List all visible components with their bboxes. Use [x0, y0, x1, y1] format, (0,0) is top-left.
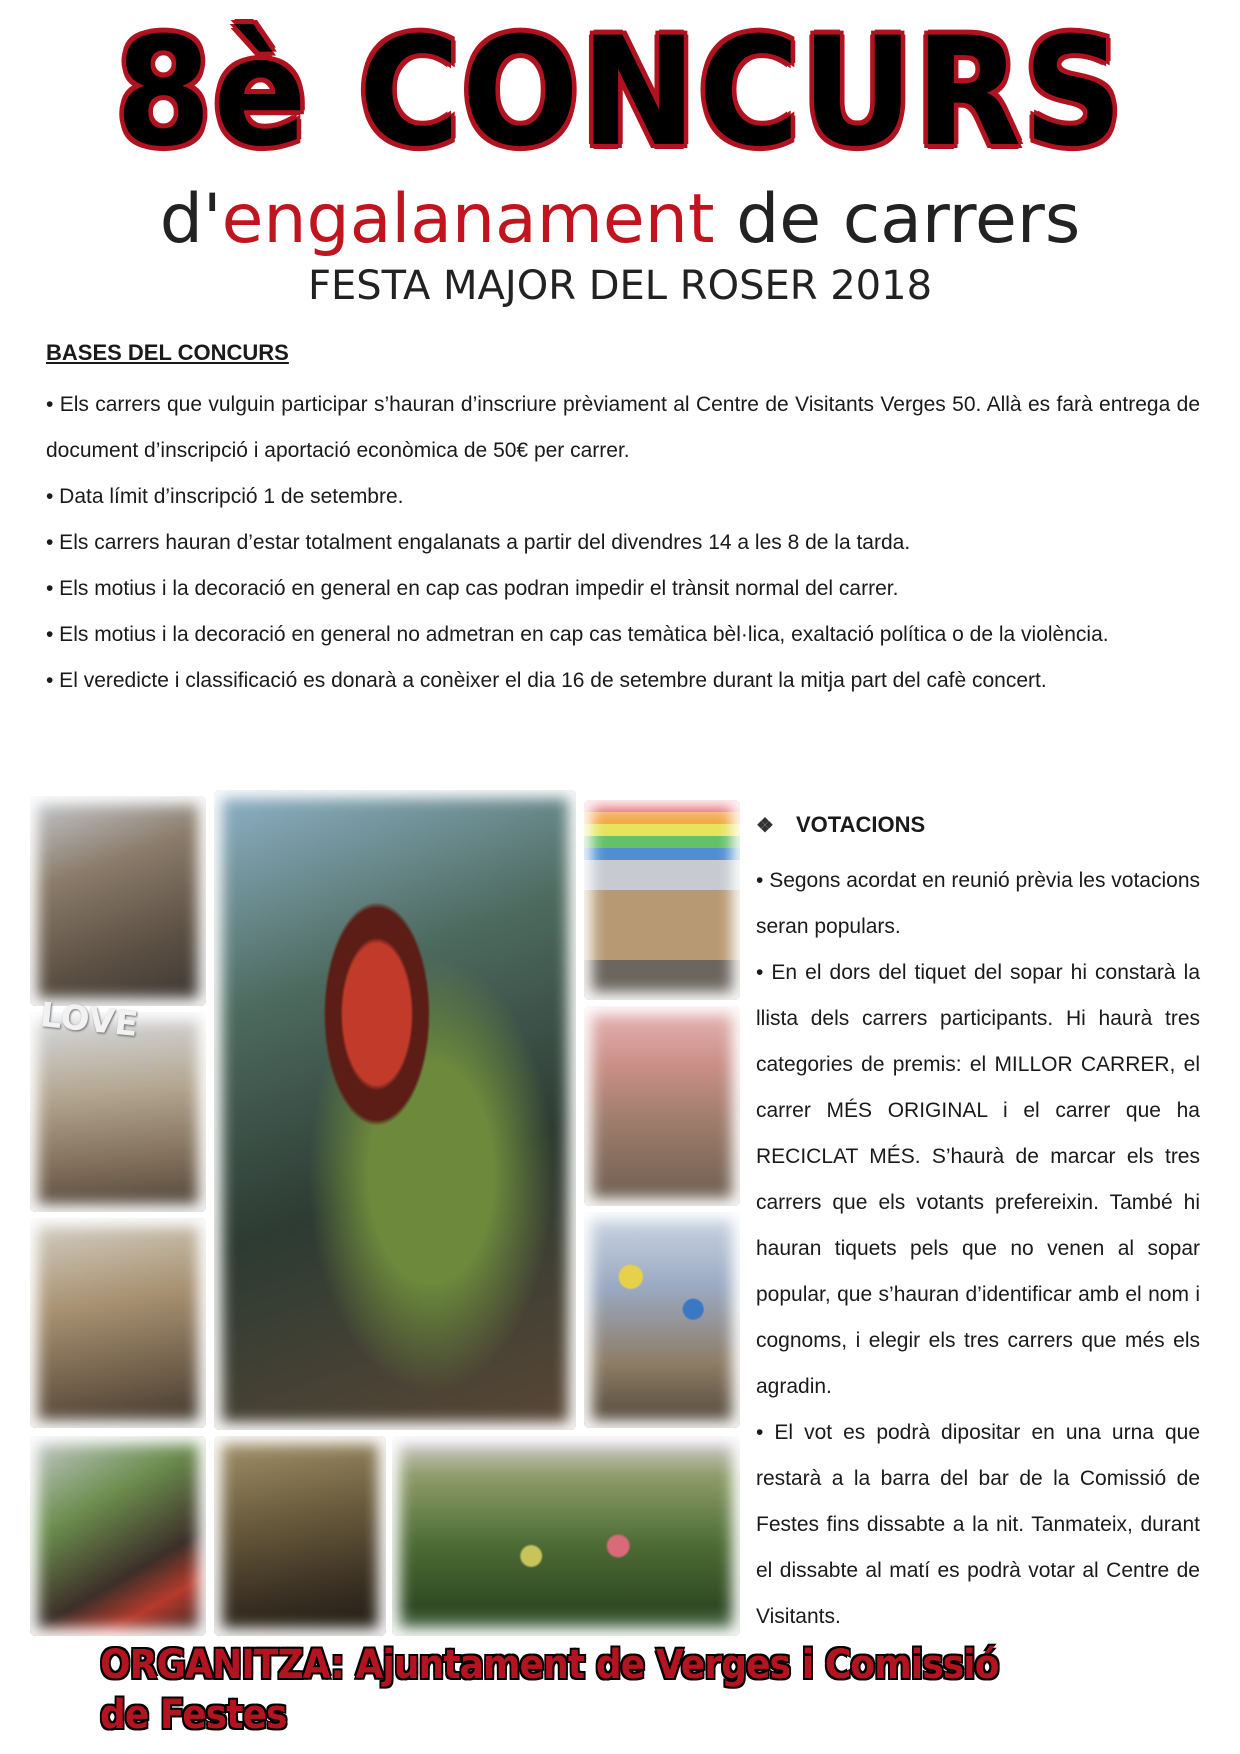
votacions-title [756, 812, 925, 838]
subtitle-suffix: de carrers [714, 180, 1081, 259]
bases-rule: • Els carrers hauran d’estar totalment engalanats a partir del divendres 14 a les 8 de la tarda. [46, 531, 911, 554]
bases-rule: • Els motius i la decoració en general no admetran en cap cas temàtica bèl·lica, exaltació política o de la violència. [46, 623, 1109, 646]
diamond-bullet-icon: ❖ [756, 815, 774, 837]
photo-rainbow-street [584, 800, 740, 1000]
bases-rule: • Els carrers que vulguin participar s’hauran d’inscriure prèviament al Centre de Visitants Verges 50. Allà es farà entrega de document d’inscripció i aportació econòmica de 50€ per carrer. [46, 393, 1200, 462]
votacions-heading: VOTACIONS [796, 812, 926, 837]
photo-parrot-balcony [30, 1436, 206, 1636]
photo-street [30, 796, 206, 1006]
photo-collage [24, 780, 724, 1660]
photo-dragon-decoration [214, 790, 576, 1430]
photo-umbrella-street [584, 1212, 740, 1428]
bases-rule: • Data límit d’inscripció 1 de setembre. [46, 485, 404, 508]
festa-title: FESTA MAJOR DEL ROSER 2018 [307, 263, 933, 309]
love-sign: LOVE [38, 994, 140, 1046]
photo-canopy-street [214, 1436, 386, 1636]
photo-street-dusk [584, 1006, 740, 1206]
photo-decorated-facade [30, 1218, 206, 1428]
votacions-paragraph: • El vot es podrà dipositar en una urna que restarà a la barra del bar de la Comissió de Festes fins dissabte a la nit. Tanmateix, durant el dissabte al matí es podrà votar al Centre de Visitants. [756, 1421, 1200, 1628]
bases-rules [46, 382, 1200, 704]
bases-rule: • Els motius i la decoració en general en cap cas podran impedir el trànsit normal del carrer. [46, 577, 899, 600]
votacions-paragraph: • En el dors del tiquet del sopar hi constarà la llista dels carrers participants. Hi haurà tres categories de premis: el MILLOR CARRER, el carrer MÉS ORIGINAL i el carrer que ha RECICLAT MÉS. S’haurà de marcar els tres carrers que els votants prefereixin. També hi hauran tiquets pels que no venen al sopar popular, que s’hauran d’identificar amb el nom i cognoms, i elegir els tres carrers que més els agradin. [756, 961, 1200, 1398]
bases-title: BASES DEL CONCURS [46, 340, 289, 365]
subtitle [0, 180, 1240, 260]
votacions-text [756, 858, 1200, 1640]
headline: 8è CONCURS [115, 6, 1125, 180]
votacions-paragraph: • Segons acordat en reunió prèvia les votacions seran populars. [756, 869, 1200, 938]
bases-rule: • El veredicte i classificació es donarà a conèixer el dia 16 de setembre durant la mitja part del cafè concert. [46, 669, 1047, 692]
organitza-footer: ORGANITZA: Ajuntament de Verges i Comissió de Festes [100, 1642, 999, 1738]
subtitle-highlight: engalanament [221, 180, 715, 259]
photo-green-wall [392, 1436, 740, 1636]
subtitle-prefix: d' [159, 180, 222, 259]
